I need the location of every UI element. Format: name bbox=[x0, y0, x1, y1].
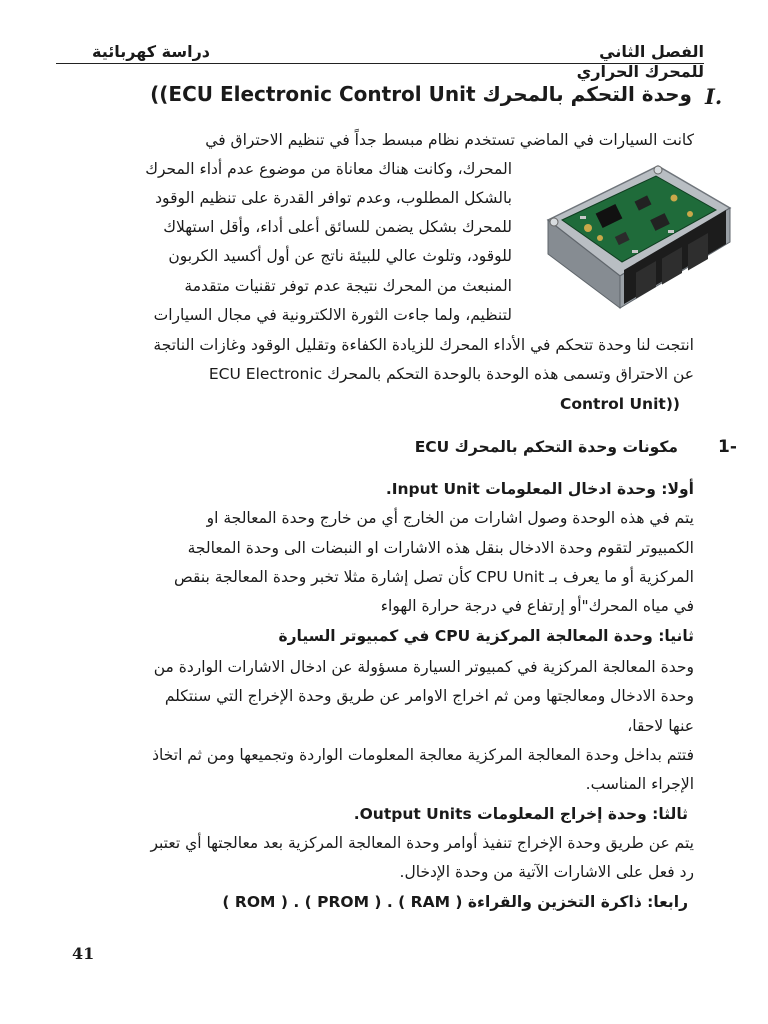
page-title: وحدة التحكم بالمحرك ECU Electronic Control Unit)) bbox=[150, 82, 692, 106]
output-unit-line-1: يتم عن طريق وحدة الإخراج تنفيذ أوامر وحدة المعالجة المركزية بعد معالجتها أي تعتبر bbox=[150, 834, 694, 852]
cpu-unit-line-4: فتتم بداخل وحدة المعالجة المركزية معالجة المعلومات الواردة وتجميعها ومن ثم اتخاذ bbox=[152, 746, 694, 764]
intro-line-4: للمحرك بشكل يضمن للسائق أعلى أداء، وأقل استهلاك bbox=[163, 218, 512, 236]
output-unit-heading: ثالثا: وحدة إخراج المعلومات Output Units. bbox=[353, 805, 688, 823]
page-number: 41 bbox=[72, 944, 95, 963]
intro-line-8: انتجت لنا وحدة تتحكم في الأداء المحرك للزيادة الكفاءة وتقليل الوقود وغازات الناتجة bbox=[153, 336, 694, 354]
cpu-unit-heading: ثانيا: وحدة المعالجة المركزية CPU في كمبيوتر السيارة bbox=[278, 627, 694, 645]
intro-line-3: بالشكل المطلوب، وعدم توافر القدرة على تنظيم الوقود bbox=[155, 189, 512, 207]
intro-line-9: عن الاحتراق وتسمى هذه الوحدة بالوحدة التحكم بالمحرك ECU Electronic bbox=[208, 365, 694, 383]
input-unit-line-1: يتم في هذه الوحدة وصول اشارات من الخارج أي من خارج وحدة المعالجة او bbox=[206, 509, 694, 527]
title-number: I. bbox=[705, 84, 723, 109]
memory-heading: رابعا: ذاكرة التخزين والقراءة ( RAM ) . ( PROM ) . ( ROM ) bbox=[222, 893, 688, 911]
input-unit-heading: أولا: وحدة ادخال المعلومات Input Unit. bbox=[385, 480, 694, 498]
cpu-unit-line-1: وحدة المعالجة المركزية في كمبيوتر السيارة مسؤولة عن ادخال الاشارات الواردة من bbox=[153, 658, 694, 676]
intro-line-7: لتنظيم، ولما جاءت الثورة الالكترونية في مجال السيارات bbox=[153, 306, 512, 324]
header-chapter bbox=[577, 42, 704, 82]
intro-line-10: Control Unit)) bbox=[560, 395, 680, 413]
cpu-unit-line-5: الإجراء المناسب. bbox=[585, 775, 694, 793]
intro-line-6: المنبعث من المحرك نتيجة عدم توفر تقنيات متقدمة bbox=[184, 277, 512, 295]
section-title: مكونات وحدة التحكم بالمحرك ECU bbox=[414, 438, 678, 456]
header-divider bbox=[56, 63, 704, 64]
cpu-unit-line-3: عنها لاحقا، bbox=[627, 717, 694, 735]
intro-line-5: للوقود، وتلوث عالي للبيئة ناتج عن أول أكسيد الكربون bbox=[168, 247, 512, 265]
input-unit-line-2: الكمبيوتر لتقوم وحدة الادخال بنقل هذه الاشارات او النبضات الى وحدة المعالجة bbox=[187, 539, 694, 557]
intro-line-1: كانت السيارات في الماضي تستخدم نظام مبسط جداً في تنظيم الاحتراق في bbox=[205, 131, 694, 149]
section-number: 1- bbox=[718, 437, 737, 457]
header-chapter-title: الفصل الثاني bbox=[599, 42, 704, 61]
ecu-image bbox=[540, 158, 736, 318]
input-unit-line-4: في مياه المحرك"أو إرتفاع في درجة حرارة الهواء bbox=[380, 597, 694, 615]
intro-line-2: المحرك، وكانت هناك معاناة من موضوع عدم أداء المحرك bbox=[145, 160, 512, 178]
header-chapter-subtitle: للمحرك الحراري bbox=[576, 62, 704, 81]
cpu-unit-line-2: وحدة الادخال ومعالجتها ومن ثم اخراج الاوامر عن طريق وحدة الإخراج التي سنتكلم bbox=[164, 687, 694, 705]
output-unit-line-2: رد فعل على الاشارات الآتية من وحدة الإدخال. bbox=[399, 863, 694, 881]
input-unit-line-3: المركزية أو ما يعرف بـ CPU Unit كأن تصل إشارة مثلا تخبر وحدة المعالجة بنقص bbox=[174, 568, 694, 586]
header-subject: دراسة كهربائية bbox=[92, 42, 210, 61]
